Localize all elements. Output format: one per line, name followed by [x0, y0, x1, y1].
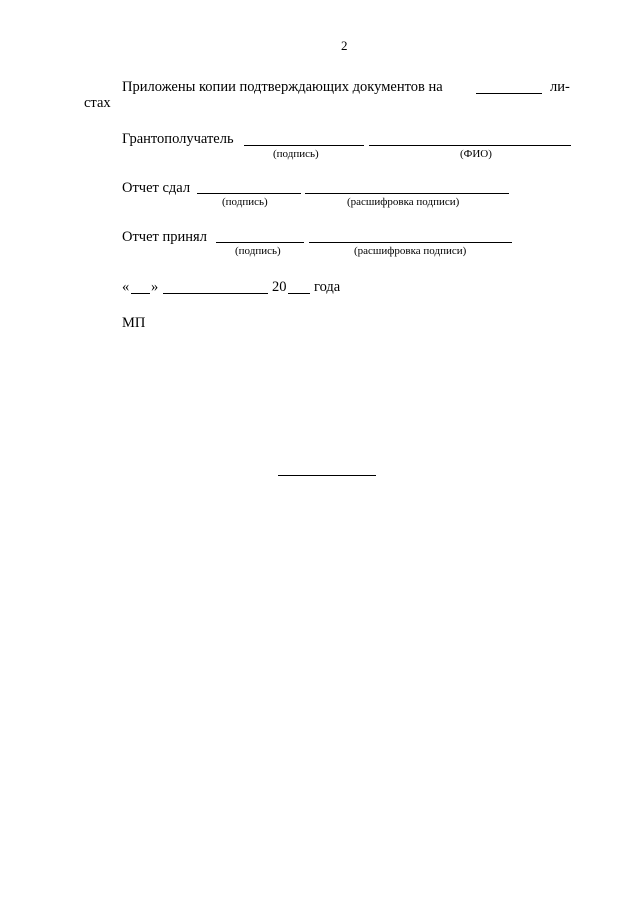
submitted-decoding-caption: (расшифровка подписи) [347, 196, 460, 208]
date-close-quote: » [151, 279, 159, 295]
accepted-signature-caption: (подпись) [235, 245, 281, 257]
seal-place-label: МП [122, 315, 146, 331]
sheet-count-blank[interactable] [476, 93, 542, 94]
page-number: 2 [341, 38, 348, 53]
accepted-signature-line[interactable] [216, 242, 304, 243]
accepted-decoding-caption: (расшифровка подписи) [354, 245, 467, 257]
grantee-signature-line[interactable] [244, 145, 364, 146]
submitted-signature-line[interactable] [197, 193, 301, 194]
attachments-hyphen: ли- [550, 79, 570, 95]
grantee-name-caption: (ФИО) [460, 148, 492, 160]
accepted-decoding-line[interactable] [309, 242, 512, 243]
attachments-text: Приложены копии подтверждающих документов на [122, 79, 443, 95]
submitted-signature-caption: (подпись) [222, 196, 268, 208]
submitted-decoding-line[interactable] [305, 193, 509, 194]
date-open-quote: « [122, 279, 130, 295]
grantee-label: Грантополучатель [122, 131, 234, 147]
accepted-label: Отчет принял [122, 229, 207, 245]
attachments-continuation: стах [84, 95, 111, 111]
closing-divider [278, 475, 376, 476]
grantee-signature-caption: (подпись) [273, 148, 319, 160]
grantee-name-line[interactable] [369, 145, 571, 146]
submitted-label: Отчет сдал [122, 180, 191, 196]
year-prefix: 20 [272, 279, 287, 295]
day-blank[interactable] [131, 293, 150, 294]
year-suffix: года [314, 279, 341, 295]
month-blank[interactable] [163, 293, 268, 294]
year-blank[interactable] [288, 293, 310, 294]
